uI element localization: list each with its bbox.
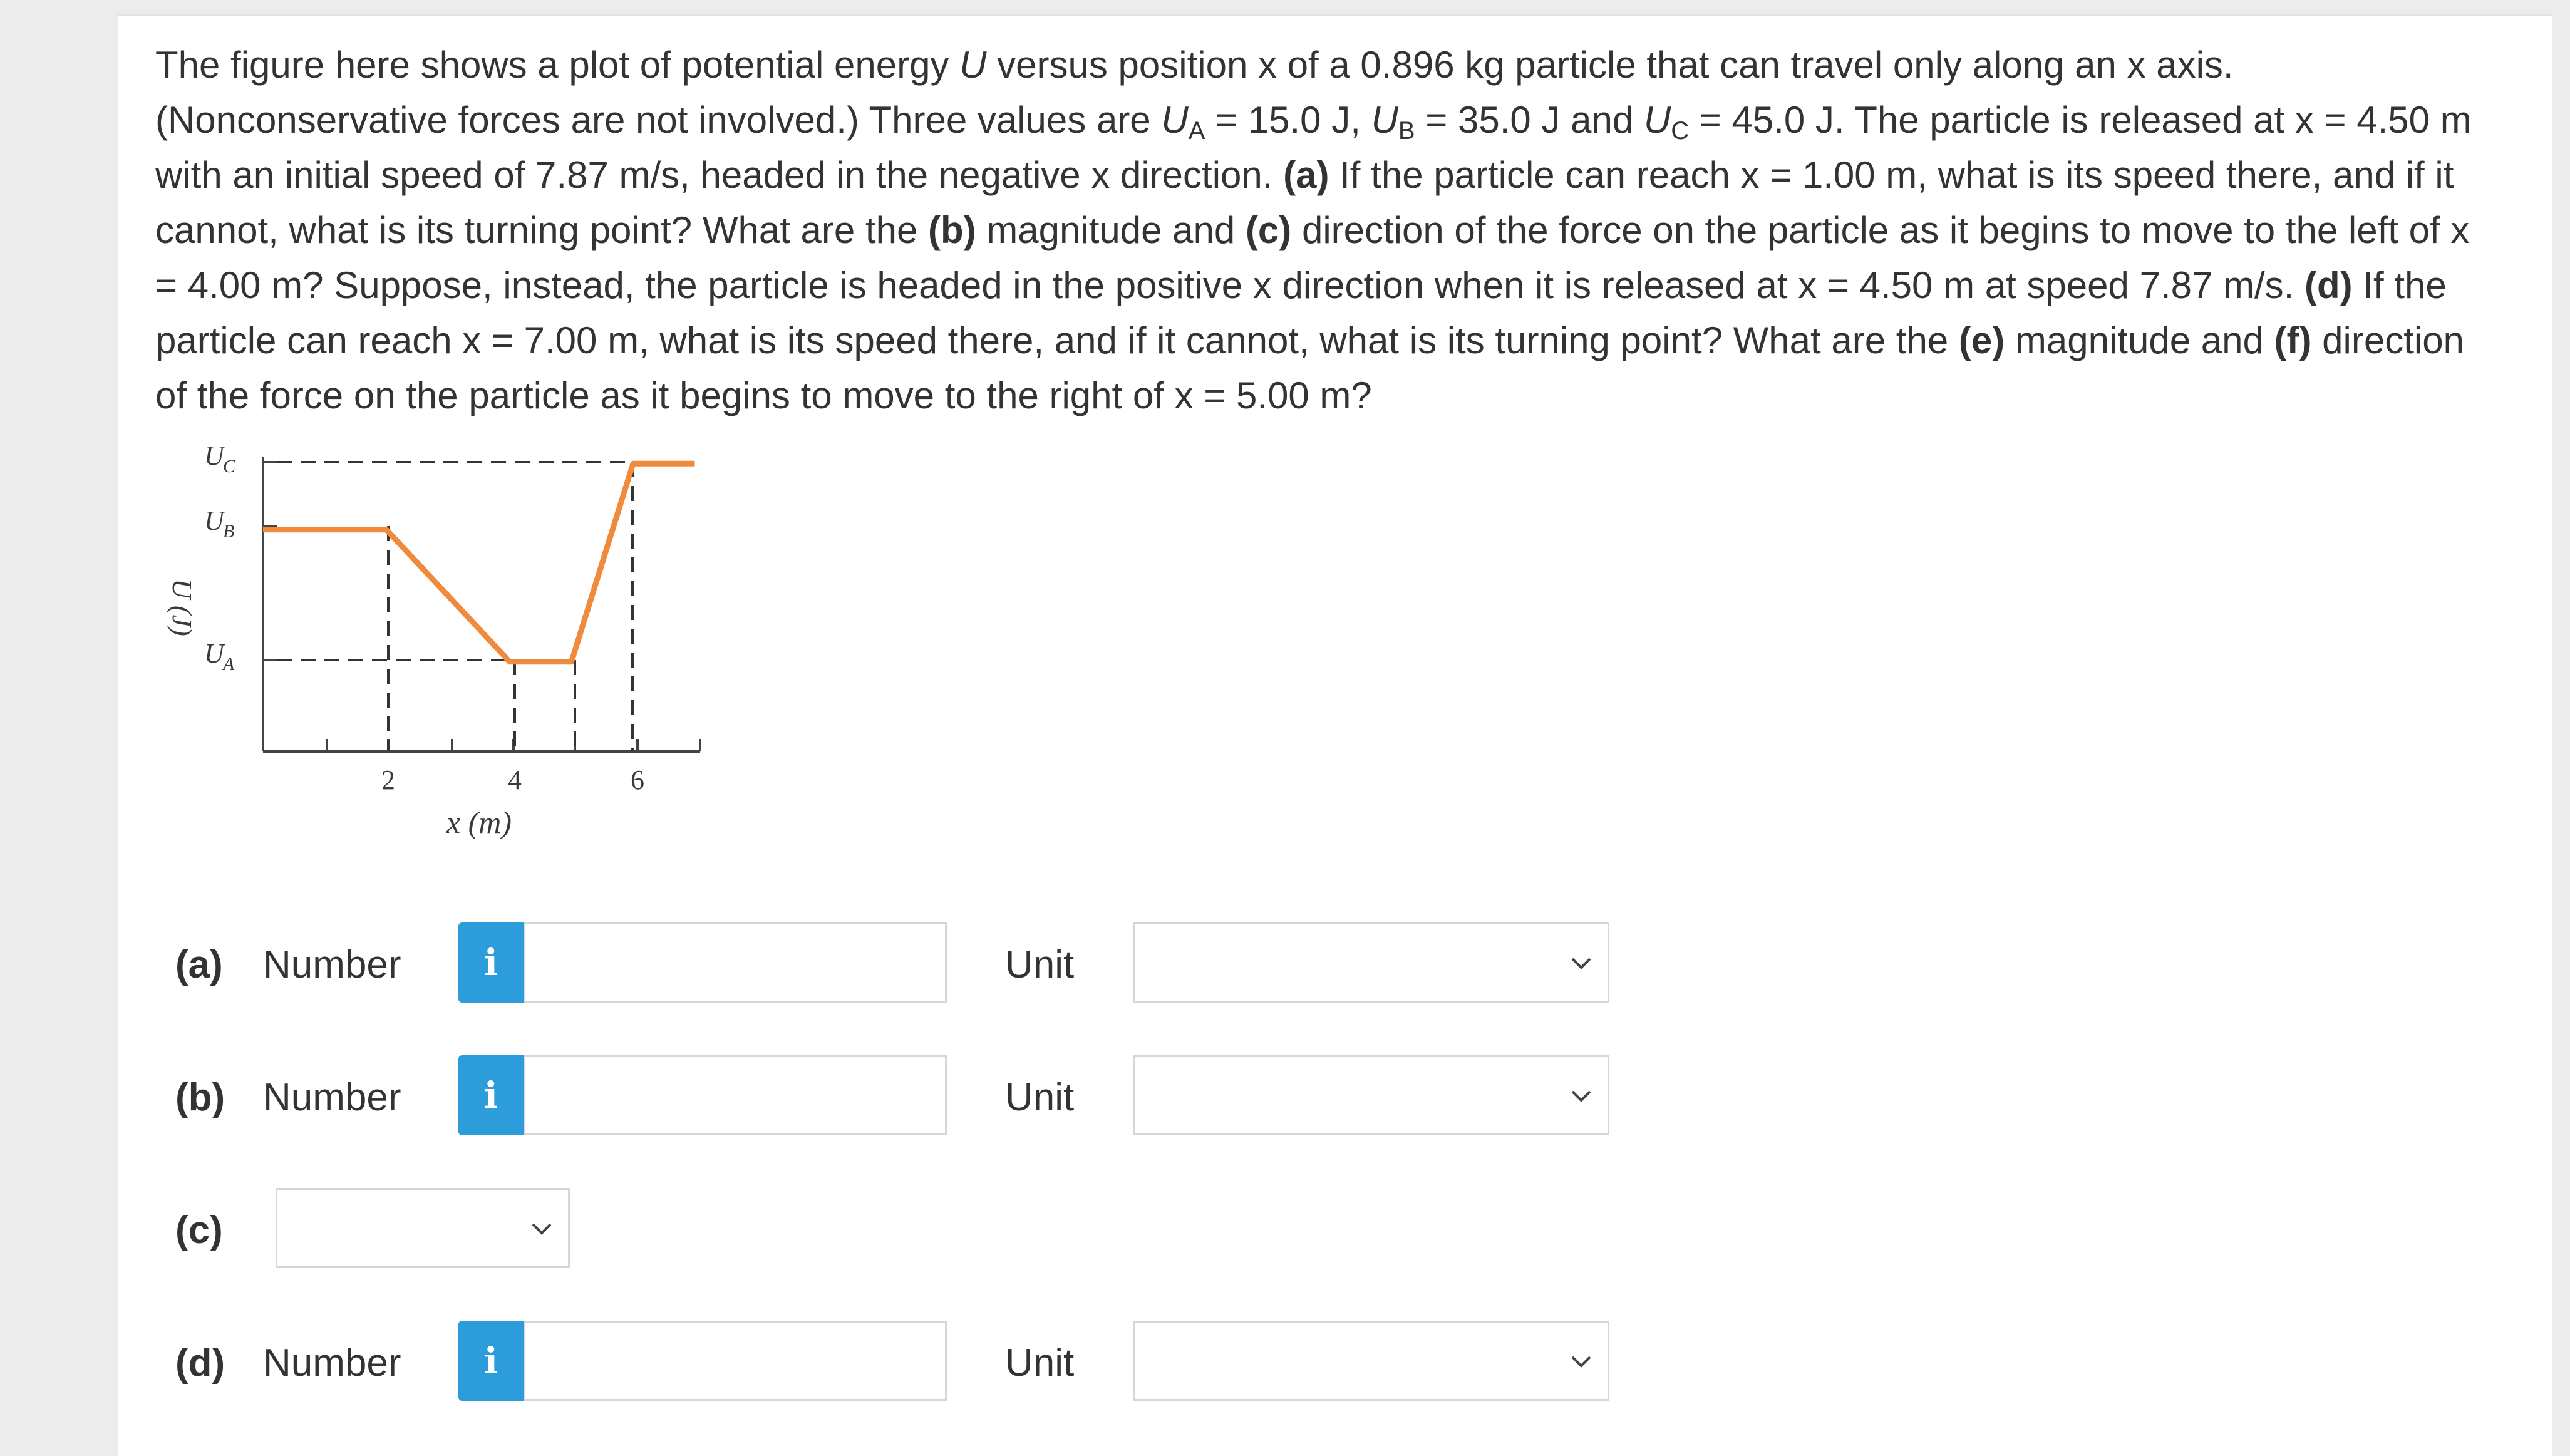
question-text-segment: direction of the force on the particle as it begins to move to the right of x = 5.00 m?: [155, 319, 2464, 416]
svg-text:C: C: [223, 456, 236, 477]
info-icon[interactable]: i: [458, 1055, 524, 1135]
part-label: (d): [175, 1341, 225, 1385]
unit-label: Unit: [1005, 943, 1075, 986]
direction-select[interactable]: [276, 1188, 570, 1268]
question-text-segment: The figure here shows a plot of potential energy: [155, 44, 960, 86]
svg-text:A: A: [223, 654, 235, 674]
number-input[interactable]: [524, 1055, 947, 1135]
question-text-segment: (b): [928, 209, 976, 251]
potential-energy-figure: [144, 438, 733, 864]
question-text-segment: (d): [2304, 264, 2353, 306]
y-tick-ub: [204, 505, 234, 542]
y-tick-ua: [204, 638, 235, 674]
question-text-segment: (f): [2274, 319, 2312, 361]
y-axis-label: U (J): [167, 579, 197, 636]
y-tick-uc: [204, 440, 236, 477]
chevron-down-icon: [1569, 1349, 1594, 1374]
part-label: (c): [175, 1209, 223, 1252]
svg-text:U: U: [204, 638, 224, 669]
question-text-segment: U: [1371, 99, 1398, 141]
question-text-segment: (c): [1245, 209, 1292, 251]
potential-energy-curve: [263, 463, 695, 662]
question-text-segment: versus position x of a 0.896 kg particle that can travel only along an x axis. (Nonconservative forces are not involved.) Three values are: [155, 44, 2234, 141]
part-label: (b): [175, 1076, 225, 1119]
question-text-segment: direction of the force on the particle as it begins to move to the left of x = 4.00 m? Suppose, instead, the particle is headed in the positive x direction when it is released at x = 4.50 m at speed 7.87 m/s.: [155, 209, 2470, 306]
x-axis-label: x (m): [446, 805, 512, 840]
unit-select[interactable]: [1133, 1055, 1609, 1135]
question-text-segment: = 15.0 J,: [1205, 99, 1371, 141]
x-tick-2: 2: [381, 765, 395, 795]
question-text-segment: C: [1671, 117, 1690, 145]
question-text-segment: magnitude and: [976, 209, 1246, 251]
question-text-segment: (e): [1958, 319, 2005, 361]
unit-select[interactable]: [1133, 1321, 1609, 1401]
question-text-segment: magnitude and: [2005, 319, 2274, 361]
number-label: Number: [263, 1341, 401, 1385]
unit-select[interactable]: [1133, 922, 1609, 1003]
part-label: (a): [175, 943, 223, 986]
question-text-segment: A: [1188, 117, 1205, 145]
chevron-down-icon: [529, 1216, 554, 1241]
chevron-down-icon: [1569, 1083, 1594, 1108]
question-text-segment: U: [1643, 99, 1671, 141]
x-tick-4: 4: [508, 765, 522, 795]
question-text-segment: U: [959, 44, 987, 86]
question-text-segment: U: [1161, 99, 1189, 141]
question-paragraph: [155, 38, 2485, 423]
svg-text:B: B: [223, 521, 235, 542]
number-input[interactable]: [524, 922, 947, 1003]
info-icon[interactable]: i: [458, 922, 524, 1003]
svg-text:U: U: [204, 440, 224, 471]
number-label: Number: [263, 1076, 401, 1119]
unit-label: Unit: [1005, 1076, 1075, 1119]
x-tick-6: 6: [631, 765, 644, 795]
svg-text:U: U: [204, 505, 224, 536]
chevron-down-icon: [1569, 951, 1594, 976]
question-text-segment: If the particle can reach x = 1.00 m, what is its speed there, and if it cannot, what is its turning point? What are the: [155, 154, 2454, 251]
number-input[interactable]: [524, 1321, 947, 1401]
question-text-segment: If the particle can reach x = 7.00 m, what is its speed there, and if it cannot, what is its turning point? What are the: [155, 264, 2447, 361]
question-text-segment: = 35.0 J and: [1415, 99, 1644, 141]
question-text-segment: B: [1398, 117, 1415, 145]
question-text-segment: (a): [1283, 154, 1329, 196]
question-text: [155, 38, 2485, 423]
unit-label: Unit: [1005, 1341, 1075, 1385]
info-icon[interactable]: i: [458, 1321, 524, 1401]
question-text-segment: = 45.0 J. The particle is released at x = 4.50 m with an initial speed of 7.87 m/s, headed in the negative x direction.: [155, 99, 2472, 196]
number-label: Number: [263, 943, 401, 986]
